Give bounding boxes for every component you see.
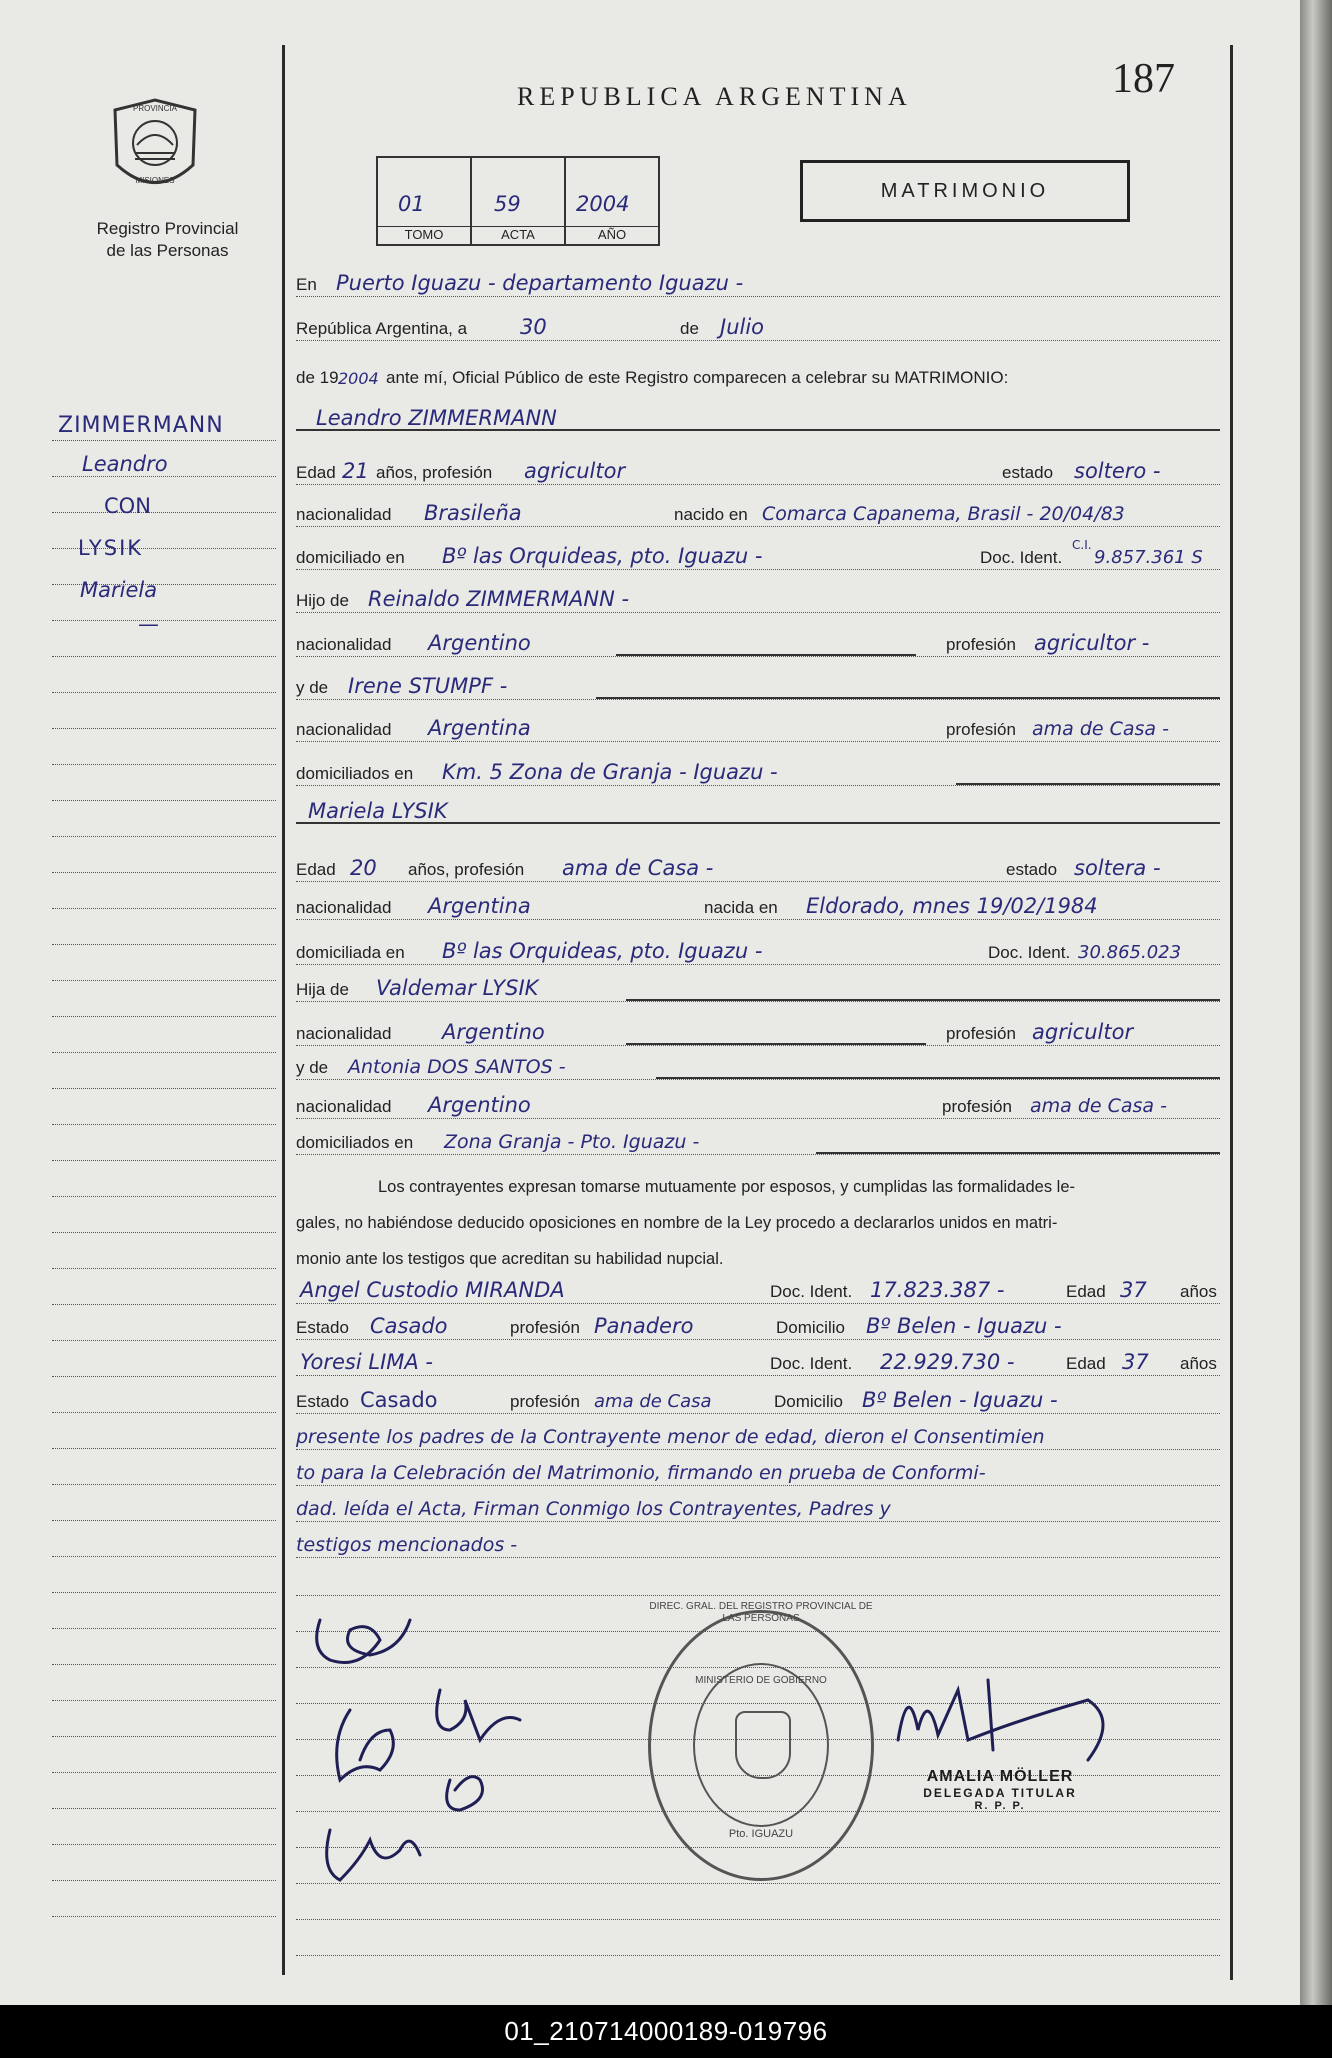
bride-domiciliados: Zona Granja - Pto. Iguazu - <box>444 1131 700 1153</box>
groom-mother-nac: Argentina <box>428 716 531 740</box>
bride-doc: 30.865.023 <box>1078 942 1182 963</box>
bride-nacionalidad-label: nacionalidad <box>296 898 392 917</box>
officer-name: AMALIA MÖLLER <box>926 1768 1074 1785</box>
bride-mother-row <box>296 1050 1220 1084</box>
margin-rule-line <box>52 944 276 945</box>
groom-nacido-label: nacido en <box>674 505 748 524</box>
ano-label: AÑO <box>566 226 658 242</box>
bride-estado-label: estado <box>1006 860 1058 879</box>
ante-text: ante mí, Oficial Público de este Registro comparecen a celebrar su MATRIMONIO: <box>386 368 1009 387</box>
bride-domicilio: Bº las Orquideas, pto. Iguazu - <box>442 939 763 963</box>
note-text: presente los padres de la Contrayente menor de edad, dieron el Consentimien <box>296 1426 1045 1448</box>
groom-domiciliados: Km. 5 Zona de Granja - Iguazu - <box>442 760 778 784</box>
note-line <box>296 1492 1220 1526</box>
margin-rule-line <box>52 1736 276 1737</box>
left-column-rule <box>282 45 285 1975</box>
witness2-row <box>296 1346 1220 1380</box>
day-value: 30 <box>520 315 547 339</box>
record-index-box <box>376 156 660 246</box>
bride-nationality-row <box>296 890 1220 924</box>
witness1-anos-label: años <box>1180 1282 1217 1301</box>
note-text: testigos mencionados - <box>296 1534 518 1556</box>
month-value: Julio <box>720 315 765 339</box>
groom-nacionalidad: Brasileña <box>424 501 522 525</box>
image-id-footer: 01_210714000189-019796 <box>0 2005 1332 2058</box>
bride-domiciliados-label: domiciliados en <box>296 1133 414 1152</box>
groom-doc-prefix: C.I. <box>1072 538 1092 552</box>
witness2-estado-label: Estado <box>296 1392 349 1411</box>
groom-father: Reinaldo ZIMMERMANN - <box>368 587 630 611</box>
acta-label: ACTA <box>472 226 564 242</box>
margin-rule-line <box>52 692 276 693</box>
margin-rule-line <box>52 800 276 801</box>
groom-mother-prof: ama de Casa - <box>1032 718 1169 740</box>
witness1-row <box>296 1274 1220 1308</box>
officer-stamp <box>890 1768 1110 1812</box>
groom-age-row <box>296 455 1220 489</box>
bride-domicilio-label: domiciliada en <box>296 943 405 962</box>
registry-name: Registro Provincial de las Personas <box>96 219 239 260</box>
witness2-name: Yoresi LIMA - <box>300 1350 434 1374</box>
margin-rule-line <box>52 1340 276 1341</box>
witness1-estado: Casado <box>370 1314 448 1338</box>
acta-value: 59 <box>494 192 521 216</box>
stamp-inner-text: MINISTERIO DE GOBIERNO <box>695 1675 827 1686</box>
groom-father-prof: agricultor - <box>1034 631 1150 655</box>
tomo-value: 01 <box>398 192 425 216</box>
groom-nacido: Comarca Capanema, Brasil - 20/04/83 <box>762 503 1125 525</box>
book-binding <box>1300 0 1332 2005</box>
witness2-doc-label: Doc. Ident. <box>770 1354 853 1373</box>
witness1-doc: 17.823.387 - <box>870 1278 1005 1302</box>
act-type-box: MATRIMONIO <box>800 160 1130 222</box>
registry-stamp <box>648 1601 874 1881</box>
margin-rule-line <box>52 1844 276 1845</box>
tomo-cell <box>378 158 472 244</box>
groom-mother-nac-label: nacionalidad <box>296 720 392 739</box>
witness2-estado: Casado <box>360 1388 438 1412</box>
bride-edad: 20 <box>350 856 377 880</box>
stamp-bottom-text: Pto. IGUAZU <box>728 1828 794 1840</box>
stamp-emblem-icon <box>735 1711 791 1779</box>
bride-mother: Antonia DOS SANTOS - <box>348 1056 566 1078</box>
margin-rule-line <box>52 1808 276 1809</box>
note-text: to para la Celebración del Matrimonio, firmando en prueba de Conformi- <box>296 1462 986 1484</box>
groom-domicilio-label: domiciliado en <box>296 548 405 567</box>
groom-name: Leandro ZIMMERMANN <box>316 406 557 430</box>
officer-title: DELEGADA TITULAR <box>923 1786 1077 1800</box>
bride-mother-nac: Argentino <box>428 1093 531 1117</box>
margin-rule-line <box>52 1772 276 1773</box>
margin-rule-line <box>52 908 276 909</box>
margin-rule-line <box>52 836 276 837</box>
de19-label: de 19 <box>296 368 339 387</box>
bride-yde-label: y de <box>296 1058 329 1077</box>
margin-rule-line <box>52 1880 276 1881</box>
groom-hijo-label: Hijo de <box>296 591 349 610</box>
margin-rule-line <box>52 1664 276 1665</box>
groom-profesion-label: años, profesión <box>376 463 493 482</box>
right-border-rule <box>1230 45 1233 1980</box>
margin-rule-line <box>52 1916 276 1917</box>
margin-con: CON <box>104 494 151 518</box>
groom-father-nat-row <box>296 627 1220 661</box>
groom-yde-label: y de <box>296 678 329 697</box>
officer-org: R. P. P. <box>974 1800 1026 1812</box>
groom-father-prof-label: profesión <box>946 635 1016 654</box>
place-row <box>296 267 1220 301</box>
bride-father-row <box>296 972 1220 1006</box>
witness2-domicilio-label: Domicilio <box>774 1392 843 1411</box>
groom-mother-nat-row <box>296 712 1220 746</box>
bride-father-nac: Argentino <box>442 1020 545 1044</box>
margin-bride-name: Mariela <box>80 578 158 602</box>
groom-edad-label: Edad <box>296 463 336 482</box>
groom-estado-label: estado <box>1002 463 1054 482</box>
bride-mother-nat-row <box>296 1089 1220 1123</box>
witness2-edad: 37 <box>1122 1350 1149 1374</box>
ano-value: 2004 <box>576 192 630 216</box>
body-line-3: monio ante los testigos que acreditan su habilidad nupcial. <box>296 1250 724 1268</box>
bride-father-nat-row <box>296 1016 1220 1050</box>
witness1-domicilio: Bº Belen - Iguazu - <box>866 1314 1062 1338</box>
margin-rule-line <box>52 1520 276 1521</box>
bride-doc-label: Doc. Ident. <box>988 943 1071 962</box>
witness1-edad-label: Edad <box>1066 1282 1106 1301</box>
margin-rule-line <box>52 1268 276 1269</box>
groom-doc-label: Doc. Ident. <box>980 548 1063 567</box>
margin-rule-line <box>52 1700 276 1701</box>
margin-rule-line <box>52 1448 276 1449</box>
bride-address-row <box>296 935 1220 969</box>
bride-mother-prof-label: profesión <box>942 1097 1012 1116</box>
country-title: REPUBLICA ARGENTINA <box>517 82 912 111</box>
bride-name-row <box>296 795 1220 829</box>
bride-name: Mariela LYSIK <box>308 799 448 823</box>
witness1-profesion: Panadero <box>594 1314 694 1338</box>
margin-rule-line <box>52 1196 276 1197</box>
groom-doc: 9.857.361 S <box>1094 547 1203 568</box>
witness1-domicilio-label: Domicilio <box>776 1318 845 1337</box>
margin-rule-line <box>52 1124 276 1125</box>
blank-rule-line <box>296 1926 1220 1960</box>
date-row <box>296 311 1220 345</box>
bride-estado: soltera - <box>1074 856 1161 880</box>
witness2-profesion: ama de Casa <box>594 1391 712 1412</box>
margin-rule-line <box>52 440 276 441</box>
page-number: 187 <box>1112 56 1175 102</box>
body-line-1: Los contrayentes expresan tomarse mutuamente por esposos, y cumplidas las formalidades le- <box>378 1178 1076 1196</box>
margin-dash: — <box>138 612 159 636</box>
groom-parents-address-row <box>296 756 1220 790</box>
witness2-domicilio: Bº Belen - Iguazu - <box>862 1388 1058 1412</box>
bride-profesion-label: años, profesión <box>408 860 525 879</box>
bride-nacida-label: nacida en <box>704 898 778 917</box>
margin-rule-line <box>52 1628 276 1629</box>
place-value: Puerto Iguazu - departamento Iguazu - <box>336 271 744 295</box>
bride-nacionalidad: Argentina <box>428 894 531 918</box>
margin-rule-line <box>52 1088 276 1089</box>
margin-rule-line <box>52 872 276 873</box>
margin-groom-surname: ZIMMERMANN <box>58 413 224 438</box>
margin-rule-line <box>52 1412 276 1413</box>
bride-nacida: Eldorado, mnes 19/02/1984 <box>806 894 1098 918</box>
bride-edad-label: Edad <box>296 860 336 879</box>
bride-profesion: ama de Casa - <box>562 856 714 880</box>
note-line <box>296 1456 1220 1490</box>
groom-estado: soltero - <box>1074 459 1161 483</box>
witness2-anos-label: años <box>1180 1354 1217 1373</box>
groom-address-row <box>296 540 1220 574</box>
svg-text:MISIONES: MISIONES <box>135 176 175 185</box>
republica-label: República Argentina, a <box>296 319 468 338</box>
margin-rule-line <box>52 1232 276 1233</box>
witness1-details-row <box>296 1310 1220 1344</box>
groom-domiciliados-label: domiciliados en <box>296 764 414 783</box>
groom-father-nac-label: nacionalidad <box>296 635 392 654</box>
signature-scribbles-icon <box>290 1580 550 1900</box>
en-label: En <box>296 275 317 294</box>
registry-logo-icon <box>105 95 205 205</box>
margin-rule-line <box>52 1304 276 1305</box>
margin-rule-line <box>52 656 276 657</box>
bride-father: Valdemar LYSIK <box>376 976 539 1000</box>
witness2-edad-label: Edad <box>1066 1354 1106 1373</box>
bride-father-nac-label: nacionalidad <box>296 1024 392 1043</box>
groom-mother-row <box>296 670 1220 704</box>
acta-cell <box>472 158 566 244</box>
margin-rule-line <box>52 1556 276 1557</box>
witness1-doc-label: Doc. Ident. <box>770 1282 853 1301</box>
margin-rule-line <box>52 476 276 477</box>
body-paragraph <box>296 1169 1220 1277</box>
groom-nationality-row <box>296 497 1220 531</box>
bride-father-prof-label: profesión <box>946 1024 1016 1043</box>
groom-mother-prof-label: profesión <box>946 720 1016 739</box>
bride-parents-address-row <box>296 1125 1220 1159</box>
de-label: de <box>680 319 699 338</box>
year-row <box>296 360 1220 394</box>
margin-rule-line <box>52 1376 276 1377</box>
svg-text:PROVINCIA: PROVINCIA <box>132 104 178 113</box>
note-line <box>296 1528 1220 1562</box>
stamp-ring-text: DIREC. GRAL. DEL REGISTRO PROVINCIAL DE LAS PERSONAS <box>649 1601 873 1624</box>
officer-signature-icon <box>888 1660 1128 1780</box>
groom-profesion: agricultor <box>524 459 626 483</box>
groom-mother: Irene STUMPF - <box>348 674 508 698</box>
witness1-edad: 37 <box>1120 1278 1147 1302</box>
witness1-profesion-label: profesión <box>510 1318 580 1337</box>
bride-father-prof: agricultor <box>1032 1020 1134 1044</box>
bride-age-row <box>296 852 1220 886</box>
margin-rule-line <box>52 728 276 729</box>
margin-rule-line <box>52 980 276 981</box>
ano-cell <box>566 158 658 244</box>
witness2-profesion-label: profesión <box>510 1392 580 1411</box>
margin-rule-line <box>52 1016 276 1017</box>
witness2-doc: 22.929.730 - <box>880 1350 1015 1374</box>
witness2-details-row <box>296 1384 1220 1418</box>
margin-rule-line <box>52 1592 276 1593</box>
margin-rule-line <box>52 1484 276 1485</box>
bride-mother-prof: ama de Casa - <box>1030 1095 1167 1117</box>
margin-rule-line <box>52 764 276 765</box>
tomo-label: TOMO <box>378 226 470 242</box>
margin-rule-line <box>52 1160 276 1161</box>
margin-rule-line <box>52 1052 276 1053</box>
bride-hija-label: Hija de <box>296 980 349 999</box>
margin-rule-line <box>52 620 276 621</box>
margin-bride-surname: LYSIK <box>78 536 144 560</box>
witness1-name: Angel Custodio MIRANDA <box>300 1278 565 1302</box>
groom-father-row <box>296 583 1220 617</box>
note-text: dad. leída el Acta, Firman Conmigo los Contrayentes, Padres y <box>296 1498 891 1520</box>
groom-domicilio: Bº las Orquideas, pto. Iguazu - <box>442 544 763 568</box>
witness1-estado-label: Estado <box>296 1318 349 1337</box>
year-value: 2004 <box>338 369 379 388</box>
bride-mother-nac-label: nacionalidad <box>296 1097 392 1116</box>
groom-name-row <box>296 402 1220 436</box>
groom-nacionalidad-label: nacionalidad <box>296 505 392 524</box>
note-line <box>296 1420 1220 1454</box>
groom-father-nac: Argentino <box>428 631 531 655</box>
margin-groom-name: Leandro <box>82 452 168 476</box>
groom-edad: 21 <box>342 459 369 483</box>
body-line-2: gales, no habiéndose deducido oposiciones en nombre de la Ley procedo a declararlos unidos en matri- <box>296 1214 1058 1232</box>
margin-rule-line <box>52 512 276 513</box>
